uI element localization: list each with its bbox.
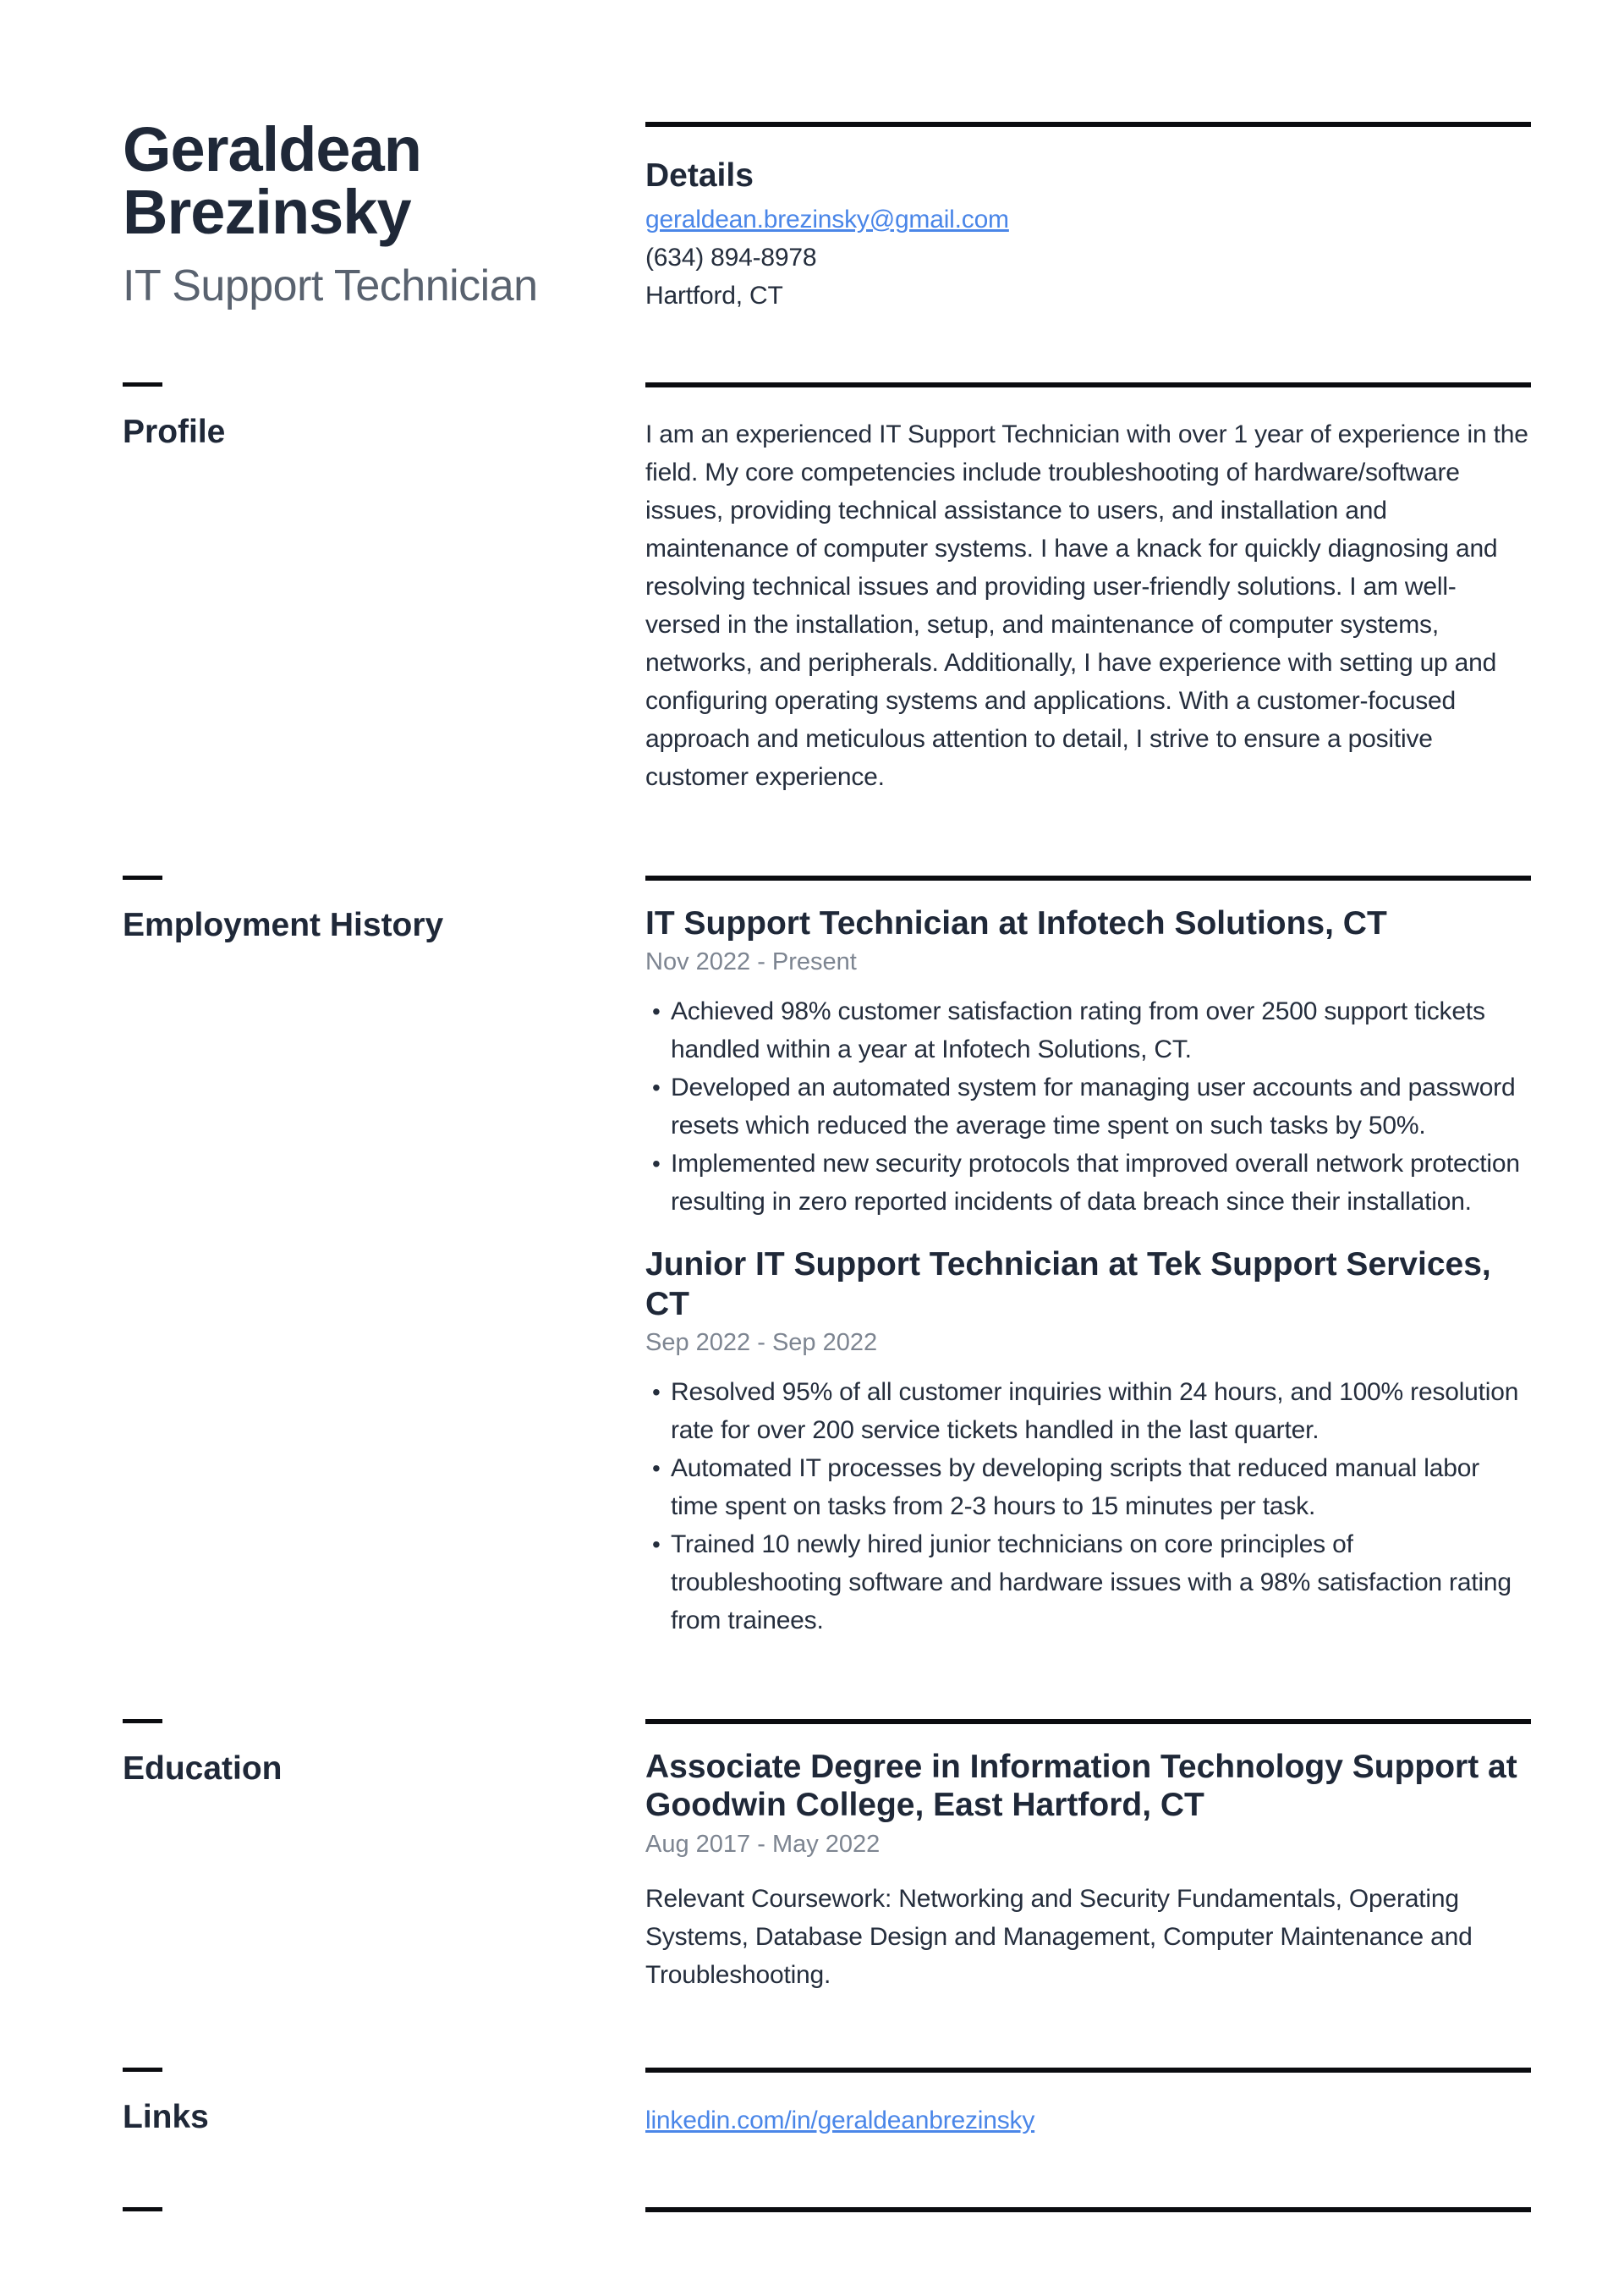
section-divider	[645, 122, 1531, 127]
employment-label-cell	[123, 876, 645, 1640]
next-section-stub	[123, 2207, 1531, 2212]
phone-number: (634) 894-8978	[645, 244, 817, 272]
section-dash	[123, 1719, 162, 1723]
job-title: Junior IT Support Technician at Tek Support Services, CT	[645, 1246, 1491, 1322]
job-bullet: • Developed an automated system for managing user accounts and password resets which reduced the average time spent on such tasks by 50%.	[645, 1068, 1531, 1145]
header-left	[123, 114, 645, 315]
education-description: Relevant Coursework: Networking and Security Fundamentals, Operating Systems, Database Design and Management, Computer Maintenance and Troubleshooting.	[645, 1885, 1473, 1989]
contact-list	[645, 200, 1531, 315]
job-entry	[645, 1244, 1531, 1640]
job-bullet: • Trained 10 newly hired junior technicians on core principles of troubleshooting software and hardware issues with a 98% satisfaction rating from trainees.	[645, 1525, 1531, 1640]
job-entry	[645, 904, 1531, 1221]
education-label: Education	[123, 1750, 283, 1787]
links-content	[645, 2068, 1531, 2139]
job-bullet: • Implemented new security protocols that improved overall network protection resulting in zero reported incidents of data breach since their installation.	[645, 1145, 1531, 1221]
links-label: Links	[123, 2099, 209, 2135]
email-link[interactable]: geraldean.brezinsky@gmail.com	[645, 206, 1009, 233]
job-bullet-list	[645, 992, 1531, 1221]
section-divider	[645, 2207, 1531, 2212]
education-content	[645, 1719, 1531, 1994]
employment-label: Employment History	[123, 907, 444, 943]
profile-section	[123, 382, 1531, 796]
links-row	[645, 2101, 1531, 2139]
section-dash	[123, 876, 162, 880]
links-section	[123, 2068, 1531, 2139]
linkedin-link[interactable]: linkedin.com/in/geraldeanbrezinsky	[645, 2106, 1035, 2134]
section-divider	[645, 1719, 1531, 1724]
links-label-cell	[123, 2068, 645, 2139]
contact-email-row	[645, 200, 1531, 239]
profile-content	[645, 382, 1531, 796]
stub-content	[645, 2207, 1531, 2212]
section-divider	[645, 876, 1531, 881]
section-divider	[645, 382, 1531, 387]
location-text: Hartford, CT	[645, 282, 783, 310]
details-block	[645, 118, 1531, 315]
section-dash	[123, 382, 162, 387]
profile-label-cell	[123, 382, 645, 796]
education-dates: Aug 2017 - May 2022	[645, 1831, 881, 1858]
employment-section	[123, 876, 1531, 1640]
details-heading: Details	[645, 157, 754, 194]
section-divider	[645, 2068, 1531, 2073]
job-dates: Sep 2022 - Sep 2022	[645, 1329, 878, 1356]
education-label-cell	[123, 1719, 645, 1994]
stub-label-cell	[123, 2207, 645, 2212]
job-bullet: • Automated IT processes by developing scripts that reduced manual labor time spent on tasks from 2-3 hours to 15 minutes per task.	[645, 1449, 1531, 1525]
header-section	[123, 114, 1531, 315]
job-title: IT Support Technician at Infotech Solutions, CT	[645, 905, 1387, 942]
education-section	[123, 1719, 1531, 1994]
person-name: Geraldean Brezinsky	[123, 114, 421, 247]
person-job-title: IT Support Technician	[123, 261, 538, 310]
job-bullet-list	[645, 1373, 1531, 1640]
job-dates: Nov 2022 - Present	[645, 948, 857, 975]
section-dash	[123, 2207, 162, 2211]
job-bullet: • Resolved 95% of all customer inquiries within 24 hours, and 100% resolution rate for over 200 service tickets handled in the last quarter.	[645, 1373, 1531, 1449]
profile-label: Profile	[123, 414, 226, 450]
section-dash	[123, 2068, 162, 2072]
employment-content	[645, 876, 1531, 1640]
job-bullet: • Achieved 98% customer satisfaction rating from over 2500 support tickets handled within a year at Infotech Solutions, CT.	[645, 992, 1531, 1068]
profile-paragraph: I am an experienced IT Support Technician with over 1 year of experience in the field. My core competencies include troubleshooting of hardware/software issues, providing technical assistance to users, and installation and maintenance of computer systems. I have a knack for quickly diagnosing and resolving technical issues and providing user-friendly solutions. I am well-versed in the installation, setup, and maintenance of computer systems, networks, and peripherals. Additionally, I have experience with setting up and configuring operating systems and applications. With a customer-focused approach and meticulous attention to detail, I strive to ensure a positive customer experience.	[645, 420, 1528, 791]
degree-title: Associate Degree in Information Technology Support at Goodwin College, East Hartford, CT	[645, 1749, 1517, 1823]
